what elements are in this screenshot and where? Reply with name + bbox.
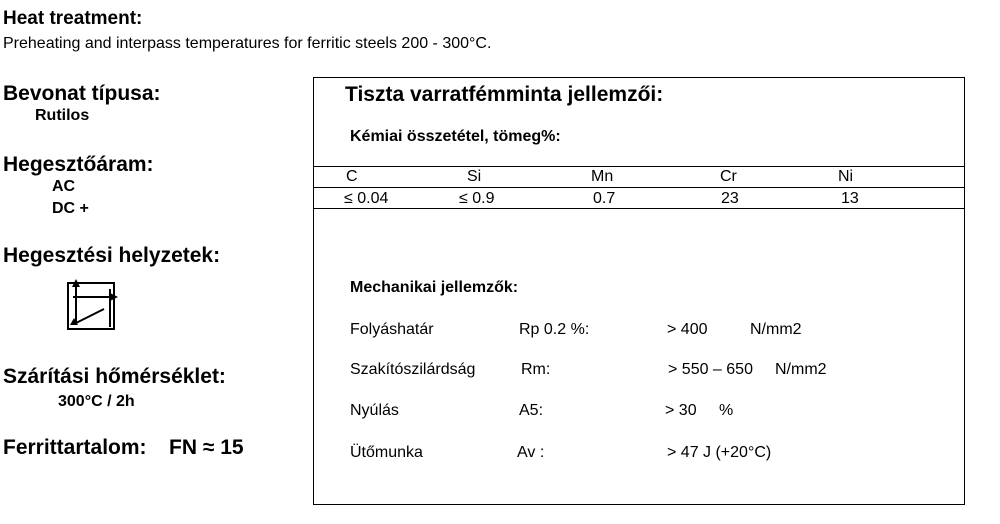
mech-row-name: Szakítószilárdság bbox=[350, 361, 476, 378]
mech-row-value: > 30 bbox=[665, 402, 697, 419]
box-title: Tiszta varratfémminta jellemzői: bbox=[345, 83, 664, 106]
chem-table-bottom-line bbox=[313, 208, 965, 209]
chem-header-si: Si bbox=[467, 168, 482, 185]
heat-treatment-title: Heat treatment: bbox=[3, 8, 143, 29]
current-value-dc: DC + bbox=[52, 200, 89, 217]
mech-row-unit: % bbox=[719, 402, 734, 419]
chem-header-cr: Cr bbox=[720, 168, 737, 185]
current-value-ac: AC bbox=[52, 178, 76, 195]
mech-row-name: Nyúlás bbox=[350, 402, 399, 419]
mech-row-value: > 550 – 650 bbox=[668, 361, 753, 378]
mech-row-value: > 400 bbox=[667, 321, 708, 338]
mech-row-symbol: Rm: bbox=[521, 361, 551, 378]
chem-header-ni: Ni bbox=[838, 168, 854, 185]
chem-value-ni: 13 bbox=[841, 190, 859, 207]
mech-row-symbol: Av : bbox=[517, 444, 545, 461]
current-label: Hegesztőáram: bbox=[3, 153, 154, 176]
mech-row-unit: N/mm2 bbox=[775, 361, 827, 378]
mech-title: Mechanikai jellemzők: bbox=[350, 279, 519, 296]
chem-header-c: C bbox=[346, 168, 358, 185]
ferrite-value: FN ≈ 15 bbox=[169, 436, 244, 459]
drying-label: Szárítási hőmérséklet: bbox=[3, 365, 226, 388]
ferrite-label: Ferrittartalom: bbox=[3, 436, 147, 459]
heat-treatment-text: Preheating and interpass temperatures for ferritic steels 200 - 300°C. bbox=[3, 35, 492, 52]
coating-label: Bevonat típusa: bbox=[3, 82, 161, 105]
coating-value: Rutilos bbox=[35, 107, 90, 124]
chem-table-top-line bbox=[313, 166, 965, 167]
mech-row-name: Folyáshatár bbox=[350, 321, 434, 338]
mech-row-symbol: Rp 0.2 %: bbox=[519, 321, 590, 338]
mech-row-unit: N/mm2 bbox=[750, 321, 802, 338]
chem-table-mid-line bbox=[313, 187, 965, 188]
chem-title: Kémiai összetétel, tömeg%: bbox=[350, 128, 561, 145]
chem-value-mn: 0.7 bbox=[593, 190, 616, 207]
chem-value-cr: 23 bbox=[721, 190, 739, 207]
chem-header-mn: Mn bbox=[591, 168, 614, 185]
drying-value: 300°C / 2h bbox=[58, 393, 135, 410]
welding-positions-icon bbox=[60, 279, 122, 334]
mech-row-name: Ütőmunka bbox=[350, 444, 423, 461]
chem-value-si: ≤ 0.9 bbox=[459, 190, 495, 207]
positions-label: Hegesztési helyzetek: bbox=[3, 244, 221, 267]
chem-value-c: ≤ 0.04 bbox=[344, 190, 389, 207]
mech-row-symbol: A5: bbox=[519, 402, 544, 419]
mech-row-value: > 47 J (+20°C) bbox=[667, 444, 772, 461]
